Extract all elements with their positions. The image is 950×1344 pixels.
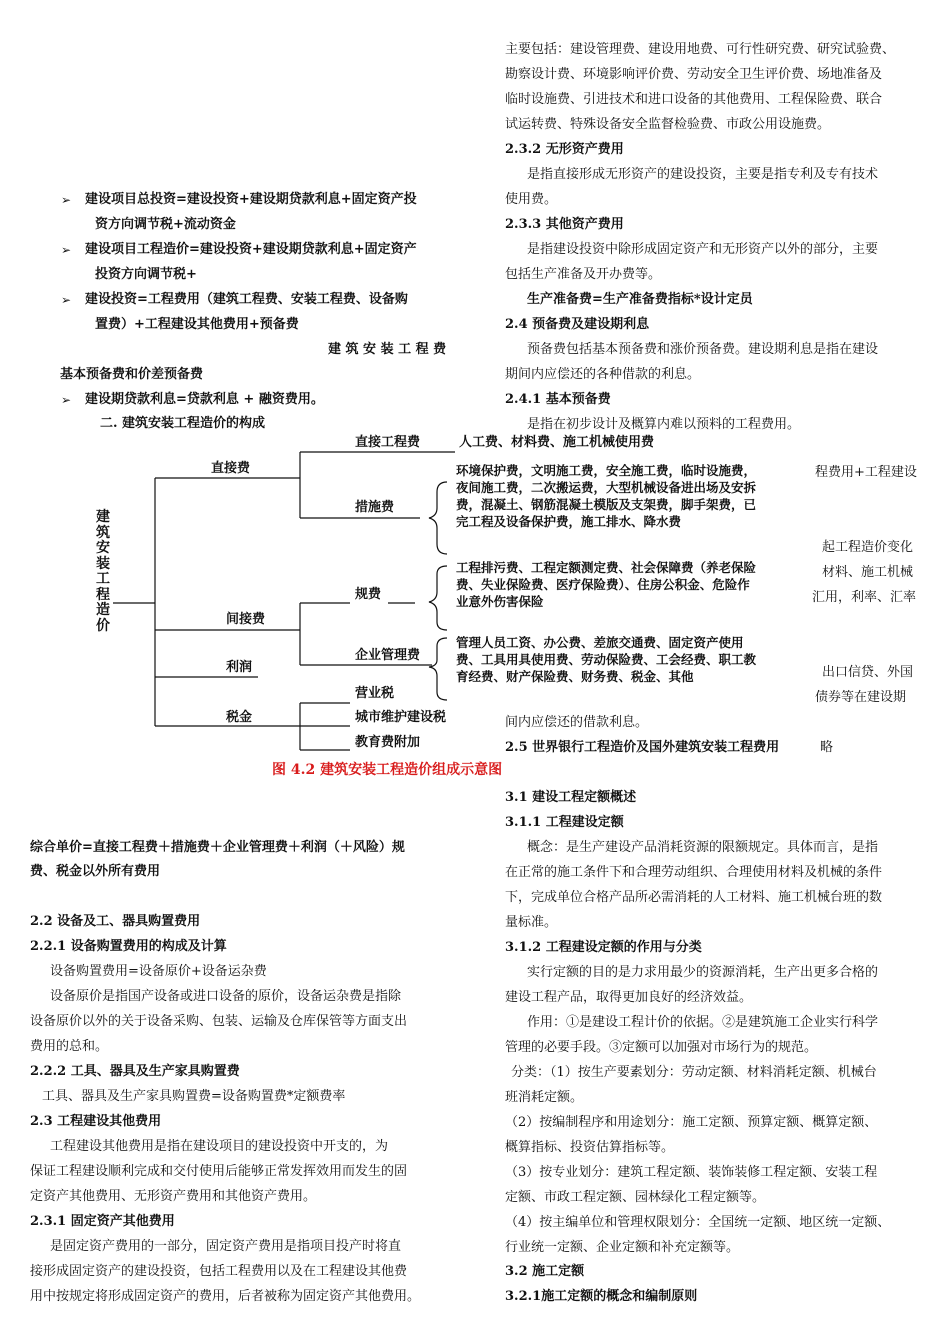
partial-text: 程费用+工程建设: [815, 465, 917, 480]
paragraph-line: 设备原价是指国产设备或进口设备的原价，设备运杂费是指除: [50, 989, 402, 1004]
measures-desc-line: 完工程及设备保护费，施工排水、降水费: [456, 514, 682, 529]
fees-desc-line: 业意外伤害保险: [456, 594, 544, 609]
measures-desc-line: 费，混凝土、钢筋混凝土模版及支架费，脚手架费，已: [456, 497, 757, 512]
heading-2-3-1: 2.3.1 固定资产其他费用: [30, 1214, 175, 1229]
heading-2-2-1: 2.2.1 设备购置费用的构成及计算: [30, 939, 227, 954]
heading-2-2: 2.2 设备及工、器具购置费用: [30, 914, 201, 929]
paragraph-line: 主要包括：建设管理费、建设用地费、可行性研究费、研究试验费、: [505, 42, 896, 57]
paragraph-line: 行业统一定额、企业定额和补充定额等。: [505, 1240, 740, 1255]
paragraph-line: 作用：①是建设工程计价的依据。②是建筑施工企业实行科学: [527, 1015, 879, 1030]
bullet-loan-interest: ➢ 建设期贷款利息=贷款利息 + 融资费用。: [85, 390, 324, 410]
paragraph-line: 用中按规定将形成固定资产的费用，后者被称为固定资产其他费用。: [30, 1289, 421, 1304]
paragraph-line: 量标准。: [505, 915, 558, 930]
jz-label: 建 筑 安 装 工 程 费: [328, 342, 447, 357]
paragraph-line: 间内应偿还的借款利息。: [505, 715, 649, 730]
heading-2-5: 2.5 世界银行工程造价及国外建筑安装工程费用: [505, 740, 780, 755]
paragraph-line: 定额、市政工程定额、园林绿化工程定额等。: [505, 1190, 766, 1205]
paragraph-line: 是固定资产费用的一部分，固定资产费用是指项目投产时将直: [50, 1239, 402, 1254]
heading-3-1-2: 3.1.2 工程建设定额的作用与分类: [505, 940, 702, 955]
paragraph-line: 班消耗定额。: [505, 1090, 584, 1105]
heading-3-2: 3.2 施工定额: [505, 1264, 585, 1279]
unit-price-formula: 综合单价=直接工程费＋措施费＋企业管理费＋利润（＋风险）规: [30, 840, 405, 855]
bullet-project-cost: ➢ 建设项目工程造价=建设投资+建设期贷款利息+固定资产: [85, 240, 417, 260]
fees-desc-line: 工程排污费、工程定额测定费、社会保障费（养老保险: [456, 560, 757, 575]
diagram-root-label: 建 筑 安 装 工 程 造 价: [96, 509, 110, 634]
node-fees: 规费: [355, 587, 382, 602]
measures-desc-line: 环境保护费，文明施工费，安全施工费，临时设施费，: [456, 463, 757, 478]
node-direct-engineering: 直接工程费: [355, 435, 421, 450]
paragraph-line: 分类：（1）按生产要素划分：劳动定额、材料消耗定额、机械台: [511, 1065, 877, 1080]
paragraph-line: 预备费包括基本预备费和涨价预备费。建设期利息是指在建设: [527, 342, 879, 357]
paragraph-line: 定资产其他费用、无形资产费用和其他资产费用。: [30, 1189, 317, 1204]
node-business-tax: 营业税: [355, 686, 395, 701]
paragraph-line: 试运转费、特殊设备安全监督检验费、市政公用设施费。: [505, 117, 831, 132]
figure-caption: 图 4.2 建筑安装工程造价组成示意图: [272, 762, 503, 778]
heading-2-3-3: 2.3.3 其他资产费用: [505, 217, 624, 232]
mgmt-desc-line: 育经费、财产保险费、财务费、税金、其他: [456, 669, 694, 684]
unit-price-formula-cont: 费、税金以外所有费用: [30, 864, 161, 879]
paragraph-line: 期间内应偿还的各种借款的利息。: [505, 367, 701, 382]
paragraph-line: 使用费。: [505, 192, 558, 207]
heading-2-4-1: 2.4.1 基本预备费: [505, 392, 611, 407]
node-tax: 税金: [226, 710, 253, 725]
heading-2-3: 2.3 工程建设其他费用: [30, 1114, 162, 1129]
paragraph-line: （3）按专业划分：建筑工程定额、装饰装修工程定额、安装工程: [505, 1165, 878, 1180]
node-direct-engineering-desc: 人工费、材料费、施工机械使用费: [459, 435, 655, 450]
node-profit: 利润: [226, 660, 253, 675]
partial-text: 材料、施工机械: [822, 565, 914, 580]
bullet-total-investment: ➢ 建设项目总投资=建设投资+建设期贷款利息+固定资产投: [85, 190, 417, 210]
paragraph-line: 设备原价以外的关于设备采购、包装、运输及仓库保管等方面支出: [30, 1014, 408, 1029]
node-management: 企业管理费: [355, 648, 421, 663]
formula-equipment: 设备购置费用=设备原价+设备运杂费: [50, 964, 267, 979]
paragraph-line: 费用的总和。: [30, 1039, 109, 1054]
node-indirect-cost: 间接费: [226, 612, 266, 627]
paragraph-line: 工程建设其他费用是指在建设项目的建设投资中开支的，为: [50, 1139, 389, 1154]
paragraph-line: 是指直接形成无形资产的建设投资，主要是指专利及专有技术: [527, 167, 879, 182]
heading-2-5-tail: 略: [820, 740, 834, 755]
heading-3-2-1: 3.2.1施工定额的概念和编制原则: [505, 1289, 698, 1304]
heading-2-2-2: 2.2.2 工具、器具及生产家具购置费: [30, 1064, 240, 1079]
bullet-continuation: 投资方向调节税+: [95, 267, 197, 282]
paragraph-line: 概算指标、投资估算指标等。: [505, 1140, 675, 1155]
formula-prep: 生产准备费=生产准备费指标*设计定员: [527, 292, 753, 307]
paragraph-line: 勘察设计费、环境影响评价费、劳动安全卫生评价费、场地准备及: [505, 67, 883, 82]
partial-text: 出口信贷、外国: [822, 665, 914, 680]
partial-text: 债券等在建设期: [815, 690, 907, 705]
bullet-construction-investment: ➢ 建设投资=工程费用（建筑工程费、安装工程费、设备购: [85, 290, 408, 310]
paragraph-line: 包括生产准备及开办费等。: [505, 267, 662, 282]
heading-3-1-1: 3.1.1 工程建设定额: [505, 815, 624, 830]
partial-text: 汇用，利率、汇率: [812, 590, 917, 605]
paragraph-line: 下，完成单位合格产品所必需消耗的人工材料、施工机械台班的数: [505, 890, 883, 905]
measures-desc-line: 夜间施工费，二次搬运费，大型机械设备进出场及安拆: [456, 480, 757, 495]
paragraph-line: 在正常的施工条件下和合理劳动组织、合理使用材料及机械的条件: [505, 865, 883, 880]
paragraph-line: 建设工程产品，取得更加良好的经济效益。: [505, 990, 753, 1005]
paragraph-line: 临时设施费、引进技术和进口设备的其他费用、工程保险费、联合: [505, 92, 883, 107]
node-direct-cost: 直接费: [211, 461, 251, 476]
paragraph-line: （2）按编制程序和用途划分：施工定额、预算定额、概算定额、: [505, 1115, 878, 1130]
bullet-continuation: 置费）+工程建设其他费用+预备费: [95, 317, 299, 332]
partial-text: 起工程造价变化: [822, 540, 914, 555]
paragraph-line: 接形成固定资产的建设投资，包括工程费用以及在工程建设其他费: [30, 1264, 408, 1279]
paragraph-line: 是指在初步设计及概算内难以预料的工程费用。: [527, 417, 801, 432]
section-2-title: 二. 建筑安装工程造价的构成: [100, 416, 266, 431]
bullet-continuation: 资方向调节税+流动资金: [95, 217, 236, 232]
reserve-line: 基本预备费和价差预备费: [60, 367, 204, 382]
mgmt-desc-line: 费、工具用具使用费、劳动保险费、工会经费、职工教: [456, 652, 757, 667]
paragraph-line: （4）按主编单位和管理权限划分：全国统一定额、地区统一定额、: [505, 1215, 891, 1230]
node-measures: 措施费: [355, 500, 395, 515]
paragraph-line: 保证工程建设顺利完成和交付使用后能够正常发挥效用而发生的固: [30, 1164, 408, 1179]
heading-3-1: 3.1 建设工程定额概述: [505, 790, 637, 805]
node-city-tax: 城市维护建设税: [355, 710, 447, 725]
heading-2-4: 2.4 预备费及建设期利息: [505, 317, 650, 332]
paragraph-line: 是指建设投资中除形成固定资产和无形资产以外的部分，主要: [527, 242, 879, 257]
formula-tools: 工具、器具及生产家具购置费=设备购置费*定额费率: [42, 1089, 346, 1104]
paragraph-line: 管理的必要手段。③定额可以加强对市场行为的规范。: [505, 1040, 818, 1055]
heading-2-3-2: 2.3.2 无形资产费用: [505, 142, 624, 157]
node-education-surcharge: 教育费附加: [355, 735, 421, 750]
paragraph-line: 概念：是生产建设产品消耗资源的限额规定。具体而言，是指: [527, 840, 879, 855]
mgmt-desc-line: 管理人员工资、办公费、差旅交通费、固定资产使用: [456, 635, 744, 650]
paragraph-line: 实行定额的目的是力求用最少的资源消耗，生产出更多合格的: [527, 965, 879, 980]
fees-desc-line: 费、失业保险费、医疗保险费）、住房公积金、危险作: [456, 577, 750, 592]
